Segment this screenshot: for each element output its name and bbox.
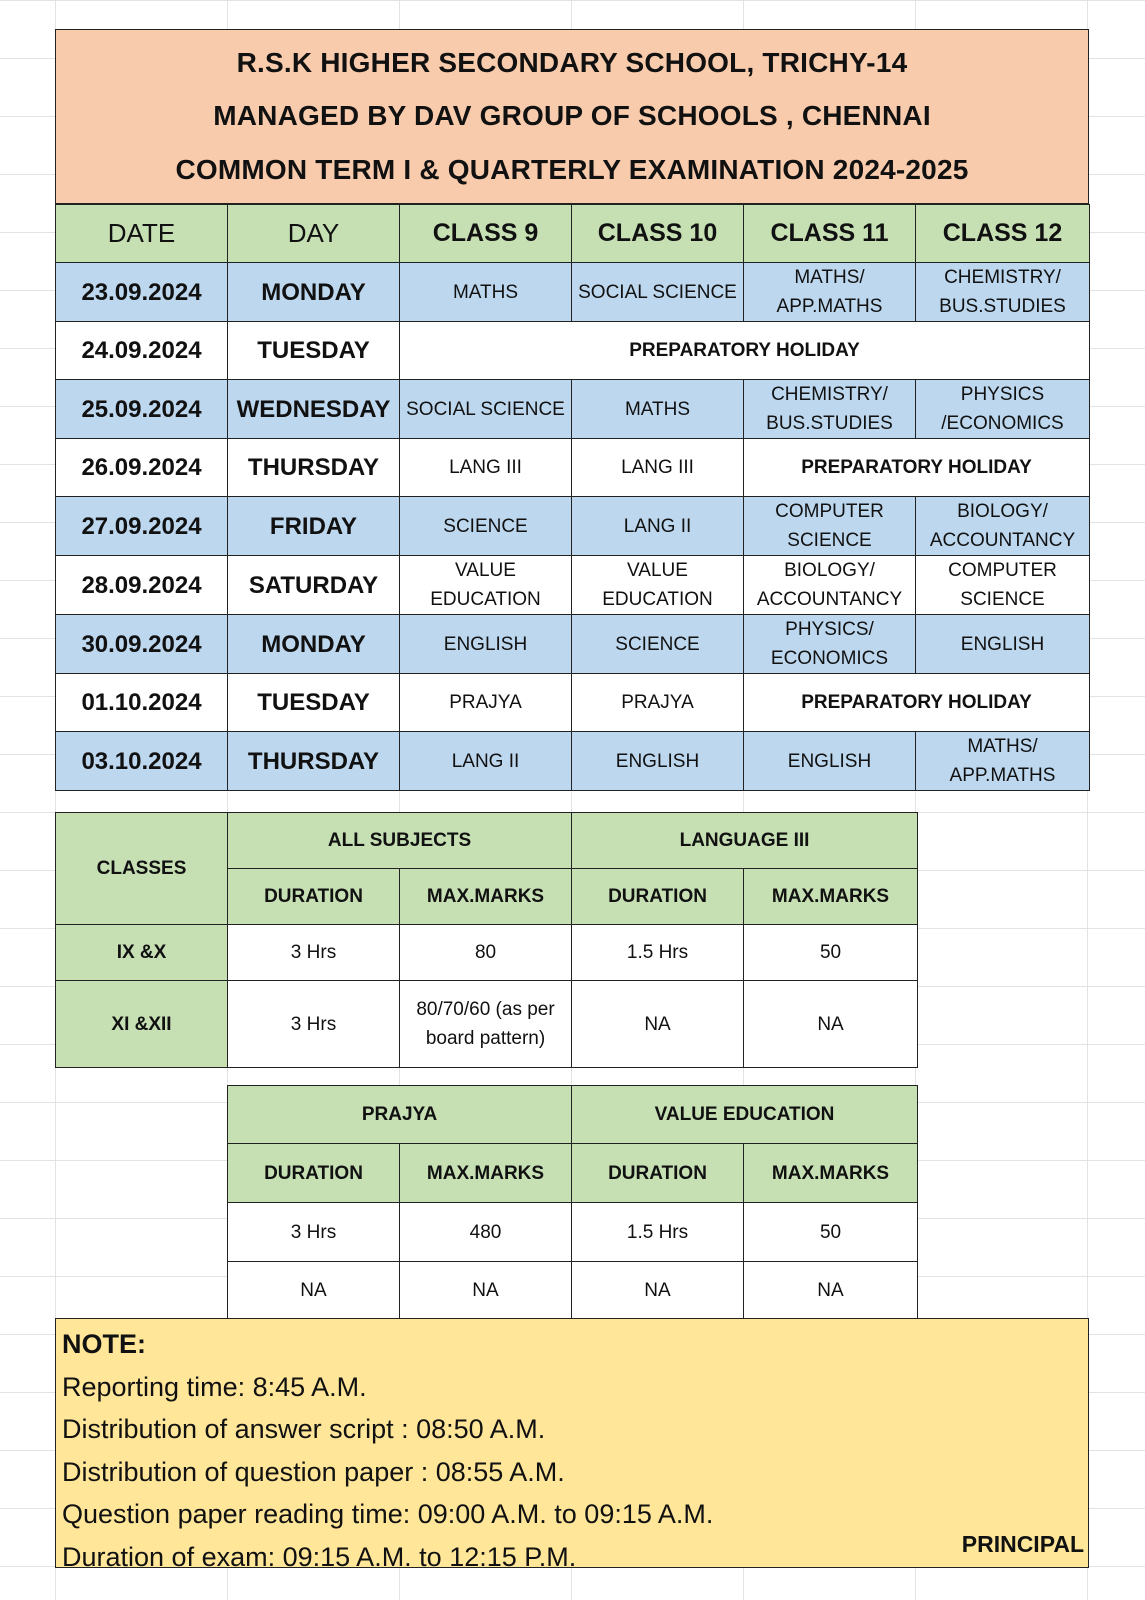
class-9-subject: LANG III bbox=[400, 439, 572, 497]
exam-title: COMMON TERM I & QUARTERLY EXAMINATION 2024-2025 bbox=[175, 154, 969, 186]
school-name: R.S.K HIGHER SECONDARY SCHOOL, TRICHY-14 bbox=[236, 46, 908, 78]
preparatory-holiday: PREPARATORY HOLIDAY bbox=[744, 439, 1090, 497]
managed-by: MANAGED BY DAV GROUP OF SCHOOLS , CHENNAI bbox=[213, 100, 931, 132]
class-9-subject: SCIENCE bbox=[400, 497, 572, 556]
class-11-subject: CHEMISTRY/ BUS.STUDIES bbox=[744, 380, 916, 439]
header-class-9: CLASS 9 bbox=[400, 205, 572, 263]
max-marks-label: MAX.MARKS bbox=[400, 1144, 572, 1203]
prajya-max-marks-value: 480 bbox=[400, 1203, 572, 1262]
schedule-row bbox=[56, 674, 1090, 732]
header-day: DAY bbox=[228, 205, 400, 263]
class-10-subject: SOCIAL SCIENCE bbox=[572, 263, 744, 322]
value-ed-max-marks-value: NA bbox=[744, 1262, 918, 1320]
classes-label: CLASSES bbox=[56, 813, 228, 925]
note-title: NOTE: bbox=[62, 1329, 146, 1359]
exam-day: MONDAY bbox=[228, 615, 400, 674]
class-11-subject: ENGLISH bbox=[744, 732, 916, 791]
exam-day: SATURDAY bbox=[228, 556, 400, 615]
class-group: IX &X bbox=[56, 925, 228, 981]
exam-day: WEDNESDAY bbox=[228, 380, 400, 439]
class-11-subject: BIOLOGY/ ACCOUNTANCY bbox=[744, 556, 916, 615]
exam-date: 26.09.2024 bbox=[56, 439, 228, 497]
class-10-subject: SCIENCE bbox=[572, 615, 744, 674]
exam-day: TUESDAY bbox=[228, 674, 400, 732]
max-marks-label: MAX.MARKS bbox=[744, 1144, 918, 1203]
header-date: DATE bbox=[56, 205, 228, 263]
note-line: Distribution of question paper : 08:55 A.M. bbox=[62, 1456, 565, 1487]
schedule-row bbox=[56, 439, 1090, 497]
note-line: Reporting time: 8:45 A.M. bbox=[62, 1371, 367, 1402]
class-9-subject: LANG II bbox=[400, 732, 572, 791]
class-9-subject: VALUE EDUCATION bbox=[400, 556, 572, 615]
header-class-10: CLASS 10 bbox=[572, 205, 744, 263]
preparatory-holiday: PREPARATORY HOLIDAY bbox=[744, 674, 1090, 732]
exam-date: 03.10.2024 bbox=[56, 732, 228, 791]
class-10-subject: LANG III bbox=[572, 439, 744, 497]
note-line: Question paper reading time: 09:00 A.M. to 09:15 A.M. bbox=[62, 1499, 714, 1529]
language-iii-label: LANGUAGE III bbox=[572, 813, 918, 869]
exam-day: THURSDAY bbox=[228, 732, 400, 791]
class-9-subject: MATHS bbox=[400, 263, 572, 322]
class-9-subject: ENGLISH bbox=[400, 615, 572, 674]
class-10-subject: MATHS bbox=[572, 380, 744, 439]
note-line: Duration of exam: 09:15 A.M. to 12:15 P.M. bbox=[62, 1541, 577, 1572]
class-12-subject: COMPUTER SCIENCE bbox=[916, 556, 1090, 615]
exam-date: 28.09.2024 bbox=[56, 556, 228, 615]
marks-table bbox=[55, 812, 918, 1068]
exam-date: 30.09.2024 bbox=[56, 615, 228, 674]
duration-value: 3 Hrs bbox=[228, 925, 400, 981]
lang-iii-duration-value: NA bbox=[572, 981, 744, 1068]
class-12-subject: BIOLOGY/ ACCOUNTANCY bbox=[916, 497, 1090, 556]
prajya-duration-value: 3 Hrs bbox=[228, 1203, 400, 1262]
exam-date: 25.09.2024 bbox=[56, 380, 228, 439]
note-line: Distribution of answer script : 08:50 A.M. bbox=[62, 1414, 546, 1444]
schedule-row bbox=[56, 322, 1090, 380]
exam-date: 27.09.2024 bbox=[56, 497, 228, 556]
class-9-subject: PRAJYA bbox=[400, 674, 572, 732]
schedule-header-row bbox=[56, 205, 1090, 263]
class-10-subject: PRAJYA bbox=[572, 674, 744, 732]
duration-label: DURATION bbox=[572, 869, 744, 925]
max-marks-label: MAX.MARKS bbox=[744, 869, 918, 925]
class-11-subject: PHYSICS/ ECONOMICS bbox=[744, 615, 916, 674]
exam-day: THURSDAY bbox=[228, 439, 400, 497]
max-marks-label: MAX.MARKS bbox=[400, 869, 572, 925]
prajya-max-marks-value: NA bbox=[400, 1262, 572, 1320]
prajya-value-education-table bbox=[227, 1085, 918, 1320]
class-10-subject: ENGLISH bbox=[572, 732, 744, 791]
duration-value: 3 Hrs bbox=[228, 981, 400, 1068]
class-12-subject: MATHS/ APP.MATHS bbox=[916, 732, 1090, 791]
class-12-subject: CHEMISTRY/ BUS.STUDIES bbox=[916, 263, 1090, 322]
lang-iii-max-marks-value: NA bbox=[744, 981, 918, 1068]
exam-schedule-table bbox=[55, 204, 1090, 791]
prajya-duration-value: NA bbox=[228, 1262, 400, 1320]
school-header bbox=[55, 29, 1089, 204]
class-11-subject: COMPUTER SCIENCE bbox=[744, 497, 916, 556]
class-group: XI &XII bbox=[56, 981, 228, 1068]
prajya-label: PRAJYA bbox=[228, 1086, 572, 1144]
value-ed-duration-value: 1.5 Hrs bbox=[572, 1203, 744, 1262]
principal-signature: PRINCIPAL bbox=[961, 1531, 1084, 1557]
header-class-11: CLASS 11 bbox=[744, 205, 916, 263]
value-ed-max-marks-value: 50 bbox=[744, 1203, 918, 1262]
table-row bbox=[228, 1203, 918, 1262]
exam-date: 24.09.2024 bbox=[56, 322, 228, 380]
value-ed-duration-value: NA bbox=[572, 1262, 744, 1320]
schedule-row bbox=[56, 380, 1090, 439]
class-10-subject: VALUE EDUCATION bbox=[572, 556, 744, 615]
exam-day: TUESDAY bbox=[228, 322, 400, 380]
table-row bbox=[56, 925, 918, 981]
schedule-row bbox=[56, 497, 1090, 556]
max-marks-value: 80 bbox=[400, 925, 572, 981]
schedule-row bbox=[56, 263, 1090, 322]
exam-date: 23.09.2024 bbox=[56, 263, 228, 322]
preparatory-holiday: PREPARATORY HOLIDAY bbox=[400, 322, 1090, 380]
lang-iii-duration-value: 1.5 Hrs bbox=[572, 925, 744, 981]
value-education-label: VALUE EDUCATION bbox=[572, 1086, 918, 1144]
duration-label: DURATION bbox=[228, 869, 400, 925]
header-class-12: CLASS 12 bbox=[916, 205, 1090, 263]
table-row bbox=[228, 1262, 918, 1320]
exam-day: FRIDAY bbox=[228, 497, 400, 556]
max-marks-value: 80/70/60 (as per board pattern) bbox=[400, 981, 572, 1068]
exam-date: 01.10.2024 bbox=[56, 674, 228, 732]
class-9-subject: SOCIAL SCIENCE bbox=[400, 380, 572, 439]
lang-iii-max-marks-value: 50 bbox=[744, 925, 918, 981]
exam-day: MONDAY bbox=[228, 263, 400, 322]
schedule-row bbox=[56, 556, 1090, 615]
duration-label: DURATION bbox=[572, 1144, 744, 1203]
class-10-subject: LANG II bbox=[572, 497, 744, 556]
all-subjects-label: ALL SUBJECTS bbox=[228, 813, 572, 869]
schedule-row bbox=[56, 732, 1090, 791]
class-12-subject: ENGLISH bbox=[916, 615, 1090, 674]
schedule-row bbox=[56, 615, 1090, 674]
duration-label: DURATION bbox=[228, 1144, 400, 1203]
class-11-subject: MATHS/ APP.MATHS bbox=[744, 263, 916, 322]
note-box bbox=[55, 1318, 1089, 1572]
class-12-subject: PHYSICS /ECONOMICS bbox=[916, 380, 1090, 439]
table-row bbox=[56, 981, 918, 1068]
